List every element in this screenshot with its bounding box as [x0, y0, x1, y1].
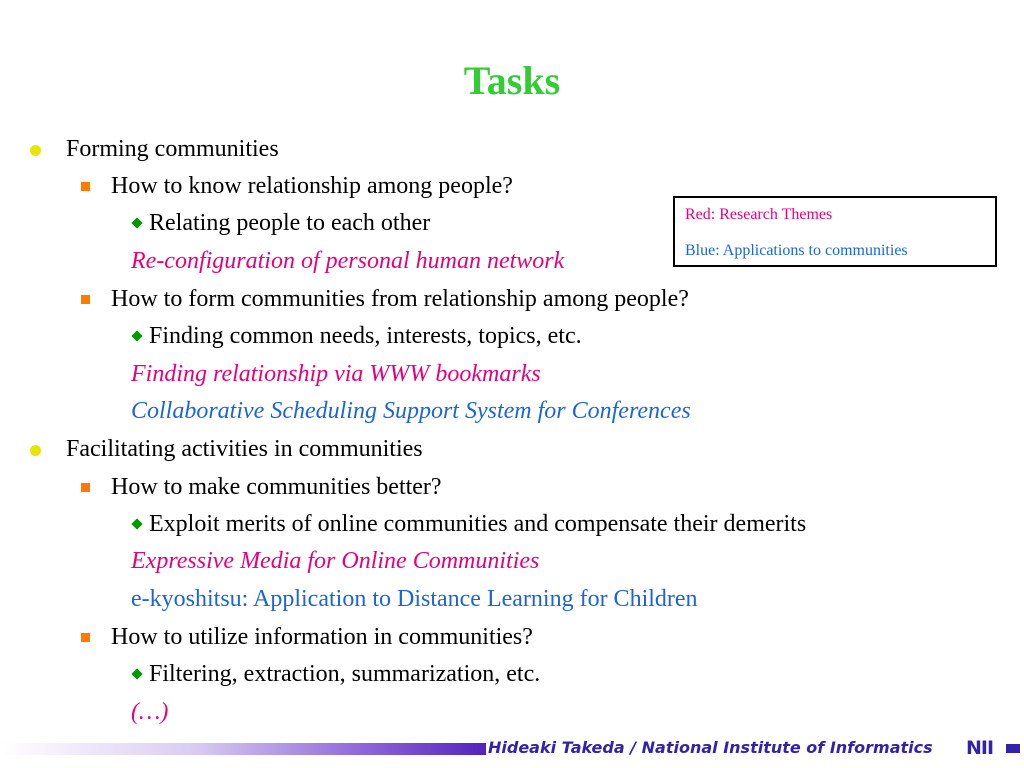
research-theme-item: (…)	[131, 699, 169, 725]
diamond-bullet-icon	[131, 330, 142, 341]
bullet-level2: How to utilize information in communities?	[111, 624, 533, 650]
bullet-level3	[128, 659, 540, 689]
application-item: e-kyoshitsu: Application to Distance Learning for Children	[131, 586, 698, 612]
bullet-level3	[128, 321, 582, 351]
bullet-level3-text: Relating people to each other	[149, 210, 431, 236]
bullet-level2: How to form communities from relationship among people?	[111, 286, 689, 312]
research-theme-item: Re-configuration of personal human network	[131, 248, 565, 274]
slide-title: Tasks	[463, 58, 561, 103]
square-bullet-icon	[81, 295, 90, 304]
application-item: Collaborative Scheduling Support System for Conferences	[131, 398, 691, 424]
bullet-level3-text: Filtering, extraction, summarization, etc.	[149, 661, 541, 687]
footer-credit: Hideaki Takeda / National Institute of Informatics	[488, 738, 933, 757]
round-bullet-icon	[30, 145, 41, 156]
bullet-level3	[128, 208, 430, 238]
round-bullet-icon	[30, 445, 41, 456]
bullet-level1: Forming communities	[66, 136, 279, 162]
research-theme-item: Expressive Media for Online Communities	[131, 548, 540, 574]
legend-box	[673, 196, 997, 267]
diamond-bullet-icon	[131, 668, 142, 679]
square-bullet-icon	[81, 483, 90, 492]
nii-logo: NII	[966, 737, 994, 759]
legend-red: Red: Research Themes	[685, 206, 833, 223]
diamond-bullet-icon	[131, 217, 142, 228]
footer-gradient-bar	[0, 743, 486, 755]
bullet-level2: How to know relationship among people?	[111, 173, 513, 199]
square-bullet-icon	[81, 182, 90, 191]
bullet-level1: Facilitating activities in communities	[66, 436, 423, 462]
bullet-level3-text: Exploit merits of online communities and compensate their demerits	[149, 511, 807, 537]
bullet-level3-text: Finding common needs, interests, topics, etc.	[149, 323, 582, 349]
diamond-bullet-icon	[131, 518, 142, 529]
legend-blue: Blue: Applications to communities	[685, 242, 908, 259]
bullet-level2: How to make communities better?	[111, 474, 442, 500]
bullet-level3	[128, 509, 806, 539]
logo-mark-icon	[1006, 744, 1020, 753]
research-theme-item: Finding relationship via WWW bookmarks	[131, 361, 541, 387]
square-bullet-icon	[81, 633, 90, 642]
